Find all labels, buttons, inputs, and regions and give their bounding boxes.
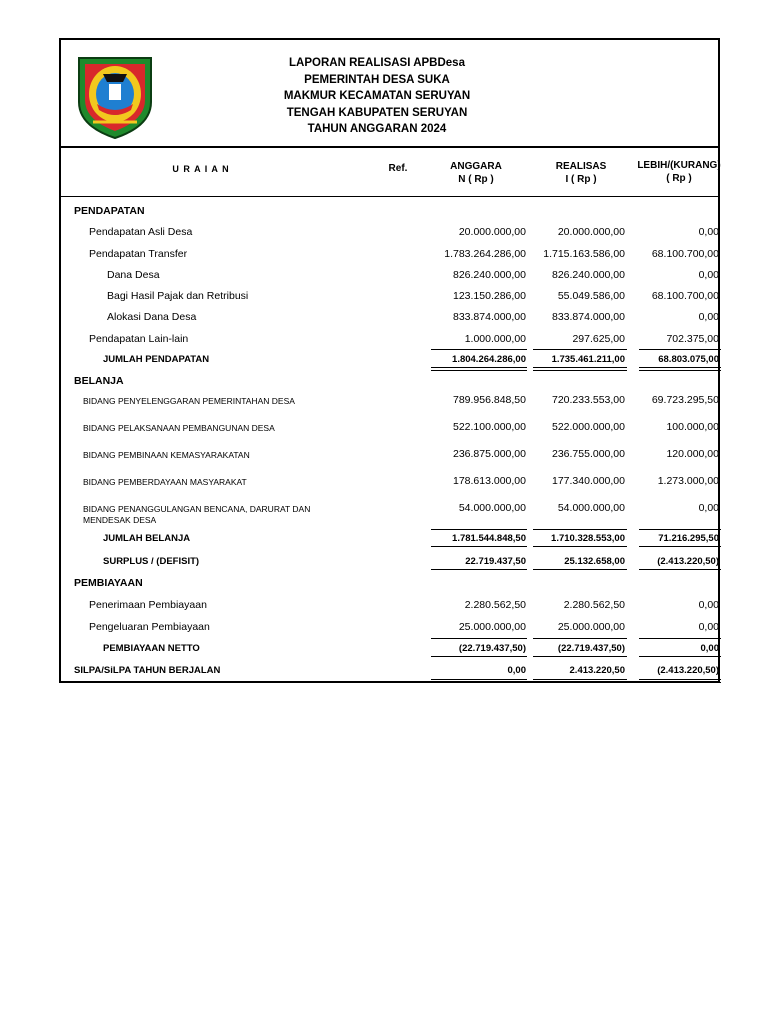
total-label: SILPA/SiLPA TAHUN BERJALAN <box>74 665 221 676</box>
total-label: PEMBIAYAAN NETTO <box>103 643 200 654</box>
title-line: LAPORAN REALISASI APBDesa <box>289 57 465 69</box>
report-frame <box>59 38 720 683</box>
lebih-kurang-value: 120.000,00 <box>666 448 719 460</box>
double-underline <box>431 679 527 683</box>
column-lebih-kurang <box>634 159 724 185</box>
column-anggaran <box>441 160 511 186</box>
row-label: BIDANG PENANGGULANGAN BENCANA, DARURAT DAN <box>83 504 311 514</box>
underline <box>533 638 627 639</box>
row-label: Pendapatan Lain-lain <box>89 333 189 345</box>
lebih-kurang-value: 1.273.000,00 <box>657 475 719 487</box>
lebih-kurang-value: 0,00 <box>700 643 719 654</box>
realisasi-value: 236.755.000,00 <box>552 448 625 460</box>
lebih-kurang-value: 69.723.295,50 <box>651 394 719 406</box>
row-label: BIDANG PELAKSANAAN PEMBANGUNAN DESA <box>83 423 275 433</box>
realisasi-value: 55.049.586,00 <box>557 290 625 302</box>
row-label: Penerimaan Pembiayaan <box>89 599 207 611</box>
title-line: TENGAH KABUPATEN SERUYAN <box>286 106 468 119</box>
anggaran-value: 826.240.000,00 <box>453 269 526 281</box>
anggaran-value: 22.719.437,50 <box>465 556 526 567</box>
regency-emblem-icon <box>73 50 157 140</box>
underline <box>639 569 721 570</box>
lebih-kurang-value: 0,00 <box>698 621 719 633</box>
anggaran-value: 2.280.562,50 <box>464 599 526 611</box>
underline <box>533 656 627 657</box>
realisasi-value: 720.233.553,00 <box>552 394 625 406</box>
total-label: JUMLAH PENDAPATAN <box>103 354 210 365</box>
row-label: BIDANG PEMBERDAYAAN MASYARAKAT <box>83 477 247 487</box>
row-label-continued: MENDESAK DESA <box>83 515 157 525</box>
realisasi-value: 25.132.658,00 <box>564 556 625 567</box>
realisasi-value: (22.719.437,50) <box>557 643 625 654</box>
double-underline <box>431 367 527 371</box>
row-label: Alokasi Dana Desa <box>107 311 197 323</box>
underline <box>639 638 721 639</box>
realisasi-value: 2.280.562,50 <box>563 599 625 611</box>
underline <box>639 656 721 657</box>
column-realisasi-line1: REALISAS <box>555 161 607 172</box>
title-line: TAHUN ANGGARAN 2024 <box>307 123 447 135</box>
anggaran-value: 522.100.000,00 <box>453 421 526 433</box>
row-label: Bagi Hasil Pajak dan Retribusi <box>107 290 249 302</box>
anggaran-value: 54.000.000,00 <box>458 502 526 514</box>
column-realisasi <box>546 160 616 186</box>
anggaran-value: 789.956.848,50 <box>453 394 526 406</box>
column-uraian: U R A I A N <box>172 164 230 174</box>
lebih-kurang-value: 0,00 <box>698 226 719 238</box>
anggaran-value: 20.000.000,00 <box>458 226 526 238</box>
anggaran-value: 236.875.000,00 <box>453 448 526 460</box>
underline <box>533 349 627 350</box>
column-lebih-line2: ( Rp ) <box>666 173 692 184</box>
anggaran-value: 1.781.544.848,50 <box>452 533 526 544</box>
underline <box>533 529 627 530</box>
realisasi-value: 25.000.000,00 <box>557 621 625 633</box>
double-underline <box>639 679 721 683</box>
anggaran-value: 833.874.000,00 <box>453 311 526 323</box>
anggaran-value: 1.804.264.286,00 <box>452 354 526 365</box>
underline <box>639 349 721 350</box>
row-label: BIDANG PEMBINAAN KEMASYARAKATAN <box>83 450 250 460</box>
realisasi-value: 1.715.163.586,00 <box>543 248 625 260</box>
report-title <box>241 55 513 138</box>
total-label: SURPLUS / (DEFISIT) <box>103 556 200 567</box>
underline <box>431 546 527 547</box>
underline <box>431 569 527 570</box>
realisasi-value: 1.735.461.211,00 <box>551 354 625 365</box>
realisasi-value: 1.710.328.553,00 <box>551 533 625 544</box>
row-label: Dana Desa <box>107 269 160 281</box>
double-underline <box>533 367 627 371</box>
lebih-kurang-value: (2.413.220,50) <box>657 556 719 567</box>
realisasi-value: 2.413.220,50 <box>569 665 625 676</box>
column-anggaran-line2: N ( Rp ) <box>458 174 494 185</box>
lebih-kurang-value: 0,00 <box>698 502 719 514</box>
lebih-kurang-value: 68.100.700,00 <box>651 290 719 302</box>
lebih-kurang-value: 100.000,00 <box>666 421 719 433</box>
section-pendapatan: PENDAPATAN <box>74 205 145 217</box>
realisasi-value: 54.000.000,00 <box>557 502 625 514</box>
row-label: Pendapatan Transfer <box>89 248 188 260</box>
column-realisasi-line2: I ( Rp ) <box>565 174 597 185</box>
realisasi-value: 20.000.000,00 <box>557 226 625 238</box>
anggaran-value: 25.000.000,00 <box>458 621 526 633</box>
anggaran-value: 0,00 <box>507 665 526 676</box>
lebih-kurang-value: 71.216.295,50 <box>658 533 719 544</box>
realisasi-value: 297.625,00 <box>572 333 625 345</box>
anggaran-value: 123.150.286,00 <box>453 290 526 302</box>
column-anggaran-line1: ANGGARA <box>450 161 502 172</box>
section-belanja: BELANJA <box>74 375 124 387</box>
anggaran-value: (22.719.437,50) <box>458 643 526 654</box>
row-label: BIDANG PENYELENGGARAN PEMERINTAHAN DESA <box>83 396 295 406</box>
underline <box>431 349 527 350</box>
underline <box>533 546 627 547</box>
section-pembiayaan: PEMBIAYAAN <box>74 577 143 589</box>
column-header-row <box>61 146 721 197</box>
title-line: PEMERINTAH DESA SUKA <box>304 73 450 86</box>
anggaran-value: 1.000.000,00 <box>464 333 526 345</box>
lebih-kurang-value: 702.375,00 <box>666 333 719 345</box>
lebih-kurang-value: (2.413.220,50) <box>657 665 719 676</box>
double-underline <box>639 367 721 371</box>
lebih-kurang-value: 68.803.075,00 <box>658 354 719 365</box>
underline <box>431 638 527 639</box>
anggaran-value: 178.613.000,00 <box>453 475 526 487</box>
underline <box>639 529 721 530</box>
underline <box>533 569 627 570</box>
realisasi-value: 826.240.000,00 <box>552 269 625 281</box>
lebih-kurang-value: 0,00 <box>698 311 719 323</box>
lebih-kurang-value: 0,00 <box>698 599 719 611</box>
row-label: Pendapatan Asli Desa <box>89 226 193 238</box>
column-lebih-line1: LEBIH/(KURANG) <box>637 160 721 171</box>
underline <box>639 546 721 547</box>
total-label: JUMLAH BELANJA <box>103 533 191 544</box>
underline <box>431 529 527 530</box>
double-underline <box>533 679 627 683</box>
column-ref: Ref. <box>388 163 408 174</box>
realisasi-value: 833.874.000,00 <box>552 311 625 323</box>
row-label: Pengeluaran Pembiayaan <box>89 621 210 633</box>
anggaran-value: 1.783.264.286,00 <box>444 248 526 260</box>
lebih-kurang-value: 68.100.700,00 <box>651 248 719 260</box>
underline <box>431 656 527 657</box>
realisasi-value: 522.000.000,00 <box>552 421 625 433</box>
report-header <box>61 40 718 148</box>
lebih-kurang-value: 0,00 <box>698 269 719 281</box>
realisasi-value: 177.340.000,00 <box>552 475 625 487</box>
title-line: MAKMUR KECAMATAN SERUYAN <box>283 90 471 102</box>
